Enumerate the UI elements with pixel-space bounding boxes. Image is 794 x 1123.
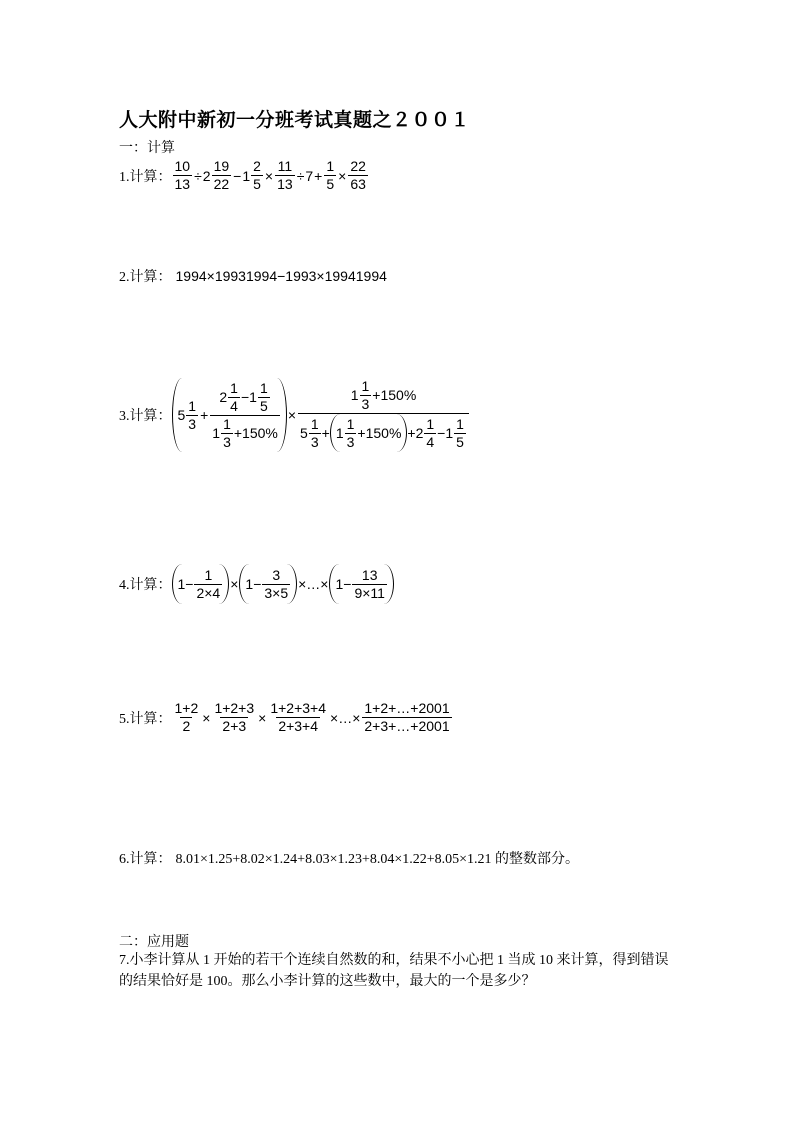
question-6-text: 8.01×1.25+8.02×1.24+8.03×1.23+8.04×1.22+8.05×1.21 的整数部分。 bbox=[175, 852, 580, 867]
formula-4: 1− $\frac{1}{2\times 4}$ × 1− $\frac{3}{3\times 5}$ ×…× 1− $\frac{13}{9\times 11}$ bbox=[172, 564, 394, 604]
question-label: 3.计算： bbox=[119, 409, 172, 424]
question-5 bbox=[119, 700, 453, 735]
question-label: 5.计算： bbox=[119, 711, 172, 727]
formula-1: $\frac{10}{13}$ ÷ 2 $\frac{19}{22}$ − 1 $\frac{2}{5}$ × $\frac{11}{13}$ ÷ 7 + $\frac{1}{5}$ × $\frac{22}{63}$ bbox=[174, 158, 366, 192]
question-4 bbox=[119, 564, 394, 604]
formula-5: $\frac{1+2}{2}$ × $\frac{1+2+3}{2+3}$ × $\frac{1+2+3+4}{2+3+4}$ ×…× $\frac{1+2+\dots+2001}{2+3+\dots+2001}$ bbox=[174, 700, 450, 734]
question-6 bbox=[119, 848, 579, 868]
question-2 bbox=[119, 266, 387, 286]
section-heading-word-problems: 二：应用题 bbox=[119, 935, 189, 950]
question-label: 2.计算： bbox=[119, 270, 172, 285]
question-3 bbox=[119, 378, 470, 452]
formula-3: 5 $\frac{1}{3}$ + 2 $\frac{1}{4}$ − 1 $\frac{1}{5}$ 1 $\frac{1}{3}$ +150% × 1 $\frac{1}{3}$ +150% 5 $\frac{1}{3}$ + 1 $\frac{1}{3}$ +150% +2 $\frac{1}{4}$ −1 $\frac{1}{5}$ bbox=[172, 378, 470, 452]
section-heading-calculation: 一：计算 bbox=[119, 141, 175, 156]
question-7: 7.小李计算从 1 开始的若干个连续自然数的和，结果不小心把 1 当成 10 来计算，得到错误的结果恰好是 100。那么小李计算的这些数中，最大的一个是多少？ bbox=[119, 953, 669, 989]
question-label: 1.计算： bbox=[119, 169, 172, 185]
page-title: 人大附中新初一分班考试真题之２００１ bbox=[119, 110, 471, 131]
question-1 bbox=[119, 158, 369, 193]
question-label: 4.计算： bbox=[119, 578, 172, 593]
question-label: 6.计算： bbox=[119, 852, 172, 867]
formula-2: 1994×19931994−1993×19941994 bbox=[175, 268, 387, 284]
